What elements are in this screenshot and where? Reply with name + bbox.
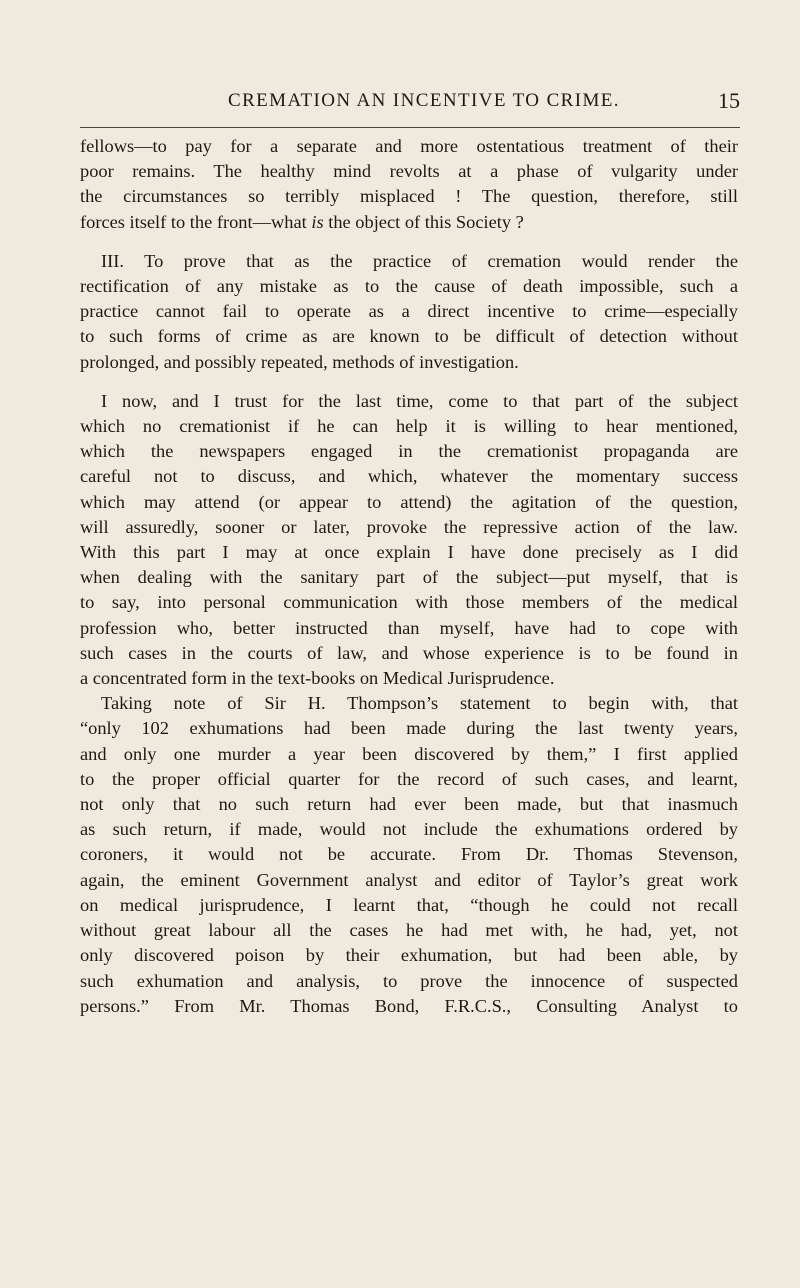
text-line: poor remains. The healthy mind revolts at a phase of vulgarity under [80, 161, 738, 182]
text-line: coroners, it would not be accurate. From Dr. Thomas Stevenson, [80, 844, 738, 865]
text-line: will assuredly, sooner or later, provoke the repressive action of the law. [80, 516, 738, 537]
text-line: to the proper official quarter for the record of such cases, and learnt, [80, 768, 738, 789]
text-line: Taking note of Sir H. Thompson’s statement to begin with, that [101, 693, 738, 714]
text-line: which no cremationist if he can help it is willing to hear mentioned, [80, 416, 738, 437]
text-line: to such forms of crime as are known to be difficult of detection without [80, 326, 738, 347]
text-line: careful not to discuss, and which, whatever the momentary success [80, 466, 738, 487]
text-line: forces itself to the front—what is the object of this Society ? [80, 211, 524, 232]
body-text [80, 134, 738, 1019]
text-line: and only one murder a year been discovered by them,” I first applied [80, 743, 738, 764]
text-line: to say, into personal communication with those members of the medical [80, 592, 738, 613]
text-line: again, the eminent Government analyst and editor of Taylor’s great work [80, 869, 738, 890]
emphasis: is [311, 211, 324, 232]
header-rule [80, 127, 740, 128]
text-line: With this part I may at once explain I have done precisely as I did [80, 542, 738, 563]
text-line: such exhumation and analysis, to prove the innocence of suspected [80, 970, 738, 991]
text-line: profession who, better instructed than myself, have had to cope with [80, 617, 738, 638]
running-header [80, 88, 740, 120]
text-line: when dealing with the sanitary part of the subject—put myself, that is [80, 567, 738, 588]
paragraph-1 [80, 134, 738, 235]
text-line: only discovered poison by their exhumation, but had been able, by [80, 945, 738, 966]
text-line: as such return, if made, would not include the exhumations ordered by [80, 819, 738, 840]
text-line: without great labour all the cases he had met with, he had, yet, not [80, 920, 738, 941]
text-line: fellows—to pay for a separate and more ostentatious treatment of their [80, 136, 738, 156]
text-line: practice cannot fail to operate as a direct incentive to crime—especially [80, 301, 738, 322]
paragraph-3 [80, 389, 738, 1019]
text-line: III. To prove that as the practice of cremation would render the [101, 250, 738, 271]
running-title: CREMATION AN INCENTIVE TO CRIME. [228, 90, 620, 111]
text-line: a concentrated form in the text-books on Medical Jurisprudence. [80, 668, 555, 689]
text-line: persons.” From Mr. Thomas Bond, F.R.C.S., Consulting Analyst to [80, 995, 738, 1016]
text-line: not only that no such return had ever been made, but that inasmuch [80, 794, 738, 815]
paragraph-2 [80, 249, 738, 375]
text-line: rectification of any mistake as to the cause of death impossible, such a [80, 276, 738, 297]
text-line: prolonged, and possibly repeated, methods of investigation. [80, 351, 519, 372]
page-number: 15 [718, 88, 740, 113]
text-line: “only 102 exhumations had been made during the last twenty years, [80, 718, 738, 739]
text-line: such cases in the courts of law, and whose experience is to be found in [80, 642, 738, 663]
text-line: I now, and I trust for the last time, come to that part of the subject [101, 390, 738, 411]
text-line: the circumstances so terribly misplaced ! The question, therefore, still [80, 186, 738, 207]
text-line: which the newspapers engaged in the cremationist propaganda are [80, 441, 738, 462]
text-line: which may attend (or appear to attend) the agitation of the question, [80, 491, 738, 512]
text-line: on medical jurisprudence, I learnt that, “though he could not recall [80, 894, 738, 915]
